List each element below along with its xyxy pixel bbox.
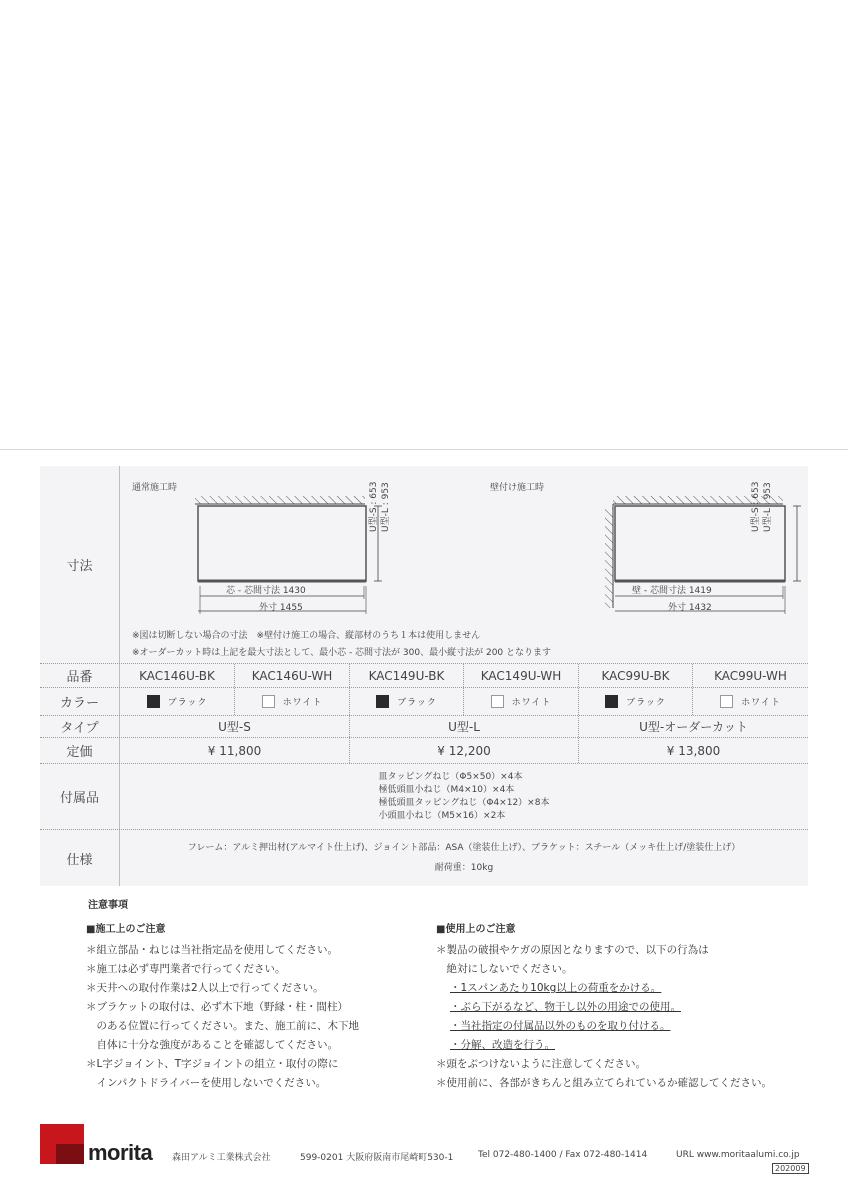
- install-note: ＊天井への取付作業は2人以上で行ってください。: [86, 982, 324, 994]
- accessory-item: 皿タッピングねじ（Φ5×50）×4本: [378, 771, 523, 782]
- color-swatch: [720, 695, 733, 708]
- install-note: のある位置に行ってください。また、施工前に、木下地: [86, 1020, 359, 1032]
- frame-left: [198, 506, 366, 581]
- color-cell: [120, 688, 235, 715]
- color-name: ブラック: [167, 698, 208, 708]
- install-note: インパクトドライバーを使用しないでください。: [86, 1077, 327, 1089]
- type-label: タイプ: [40, 716, 120, 737]
- color-row: [40, 688, 808, 716]
- product-code: KAC99U-WH: [714, 668, 787, 683]
- install-note: 自体に十分な強度があることを確認してください。: [86, 1039, 338, 1051]
- right-outer-dim: 外寸 1432: [668, 603, 712, 613]
- spec-line: 耐荷重：10kg: [434, 863, 494, 873]
- page-fold-line: [0, 449, 848, 450]
- type-cell: U型-L: [350, 716, 579, 737]
- morita-logo-text: morita: [88, 1140, 153, 1165]
- accessory-item: 極低頭皿タッピングねじ（Φ4×12）×8本: [378, 797, 550, 808]
- color-cell: [350, 688, 464, 715]
- spec-row: [40, 830, 808, 886]
- type-cell: U型-S: [120, 716, 350, 737]
- color-swatch: [147, 695, 160, 708]
- price-label: 定価: [40, 738, 120, 763]
- left-outer-dim: 外寸 1455: [259, 603, 303, 613]
- color-cell: [235, 688, 350, 715]
- price-row: [40, 738, 808, 764]
- wall-hatch-right: [605, 508, 613, 608]
- right-center-dim: 壁 - 芯間寸法 1419: [632, 586, 712, 596]
- install-note: ＊施工は必ず専門業者で行ってください。: [86, 963, 286, 975]
- color-swatch: [491, 695, 504, 708]
- left-height-l: U型-L : 953: [381, 482, 391, 532]
- color-cell: [693, 688, 808, 715]
- use-note: ＊製品の破損やケガの原因となりますので、以下の行為は: [436, 944, 709, 956]
- left-center-dim: 芯 - 芯間寸法 1430: [226, 586, 306, 596]
- install-notes: [86, 920, 416, 1093]
- accessories-cell: [120, 764, 808, 829]
- color-swatch: [605, 695, 618, 708]
- product-code: KAC146U-BK: [120, 664, 235, 687]
- edition-code: 202009: [772, 1163, 809, 1174]
- dims-label: 寸法: [40, 466, 120, 663]
- use-notes: [436, 920, 816, 1093]
- color-name: ホワイト: [511, 698, 552, 708]
- company-address: 599-0201 大阪府阪南市尾崎町530-1: [300, 1153, 454, 1163]
- color-swatch: [376, 695, 389, 708]
- product-code: KAC149U-BK: [350, 664, 464, 687]
- dims-note-1: ※図は切断しない場合の寸法 ※壁付け施工の場合、縦部材のうち１本は使用しません: [132, 631, 481, 641]
- use-note: ＊頭をぶつけないように注意してください。: [436, 1058, 646, 1070]
- install-note: ＊組立部品・ねじは当社指定品を使用してください。: [86, 944, 338, 956]
- left-height-s: U型-S : 653: [369, 481, 379, 532]
- type-row: [40, 716, 808, 738]
- price-cell: ¥ 12,200: [350, 738, 579, 763]
- product-code: KAC146U-WH: [235, 664, 350, 687]
- price-cell: ¥ 13,800: [666, 743, 721, 758]
- color-name: ホワイト: [282, 698, 323, 708]
- color-label: カラー: [40, 688, 120, 715]
- install-note: ＊L字ジョイント、T字ジョイントの組立・取付の際に: [86, 1058, 339, 1070]
- color-swatch: [262, 695, 275, 708]
- dims-note-2: ※オーダーカット時は上記を最大寸法として、最小芯 - 芯間寸法が 300、最小縦寸法が 200 となります: [132, 648, 552, 658]
- company-name: 森田アルミ工業株式会社: [172, 1153, 271, 1163]
- use-note: 絶対にしないでください。: [436, 963, 573, 975]
- dims-row: [40, 466, 808, 664]
- product-code: KAC149U-WH: [464, 664, 579, 687]
- accessories-label: 付属品: [40, 764, 120, 829]
- product-label: 品番: [40, 664, 120, 687]
- product-row: [40, 664, 808, 688]
- notes-title: 注意事項: [88, 900, 128, 911]
- accessory-item: 小頭皿小ねじ（M5×16）×2本: [378, 810, 506, 821]
- accessory-item: 極低頭皿小ねじ（M4×10）×4本: [378, 784, 515, 795]
- ceiling-hatch-left: [195, 496, 365, 504]
- color-name: ブラック: [397, 698, 437, 708]
- spec-line: フレーム：アルミ押出材(アルマイト仕上げ)、ジョイント部品：ASA（塗装仕上げ）、ブラケット：スチール（メッキ仕上げ/塗装仕上げ）: [187, 843, 741, 853]
- price-cell: ¥ 11,800: [120, 738, 350, 763]
- product-code: KAC99U-BK: [579, 664, 693, 687]
- company-url[interactable]: URL www.moritaalumi.co.jp: [676, 1150, 800, 1160]
- color-cell: [464, 688, 579, 715]
- company-phone: Tel 072-480-1400 / Fax 072-480-1414: [478, 1150, 648, 1160]
- spec-label: 仕様: [40, 830, 120, 886]
- install-heading: ■施工上のご注意: [86, 924, 166, 935]
- type-cell: U型-オーダーカット: [639, 720, 748, 734]
- use-note: ＊使用前に、各部がきちんと組み立てられているか確認してください。: [436, 1077, 772, 1089]
- morita-logo-block-dark: [56, 1144, 84, 1164]
- use-heading: ■使用上のご注意: [436, 924, 516, 935]
- right-diagram-title: 壁付け施工時: [490, 483, 545, 493]
- use-item: ・分解、改造を行う。: [450, 1039, 555, 1051]
- use-item: ・当社指定の付属品以外のものを取り付ける。: [450, 1020, 671, 1032]
- use-item: ・1スパンあたり10kg以上の荷重をかける。: [450, 982, 662, 994]
- dims-diagram-area: [120, 466, 808, 663]
- color-name: ブラック: [626, 698, 666, 708]
- right-height-l: U型-L : 953: [763, 482, 773, 532]
- spec-cell: [120, 830, 808, 886]
- color-cell: [579, 688, 693, 715]
- color-name: ホワイト: [741, 698, 781, 708]
- left-diagram-title: 通常施工時: [132, 483, 178, 493]
- right-height-s: U型-S : 653: [751, 481, 761, 532]
- use-item: ・ぶら下がるなど、物干し以外の用途での使用。: [450, 1001, 681, 1013]
- install-note: ＊ブラケットの取付は、必ず木下地（野縁・柱・間柱）: [86, 1001, 348, 1013]
- accessories-row: [40, 764, 808, 830]
